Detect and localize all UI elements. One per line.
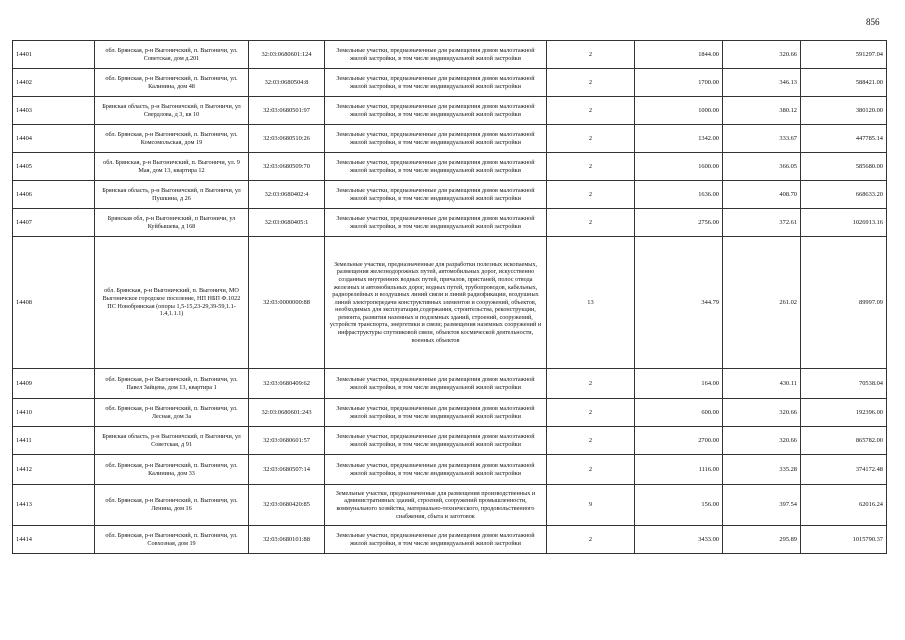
- row-address: обл. Брянская, р-н Выгоничский, п. Выгоничи, ул. 9 Мая, дом 13, квартира 12: [95, 153, 249, 181]
- row-land-use: Земельные участки, предназначенные для разработки полезных ископаемых, размещения железнодорожных путей, автомобильных дорог, искусственно созданных внутренних водных путей, причалов, пристаней, полос отвода железных и автомобильных дорог, водных путей, трубопроводов, кабельных, радиорелейных и воздушных линий связи и линий радиофикации, воздушных линий электропередачи конструктивных элементов и сооружений, объектов, необходимых для эксплуатации,содержания, строительства, реконструкции, ремонта, развития наземных и подземных зданий, строений, сооружений, устройств транспорта, энергетики и связи; размещения наземных сооружений и инфраструктуры спутниковой связи, объектов космической деятельности, военных объектов: [325, 237, 547, 369]
- row-area: 156.00: [635, 485, 723, 526]
- row-specific-value: 261.02: [723, 237, 801, 369]
- row-category: 2: [547, 427, 635, 455]
- row-number: 14413: [13, 485, 95, 526]
- row-land-use: Земельные участки, предназначенные для размещения домов малоэтажной жилой застройки, в том числе индивидуальной жилой застройки: [325, 41, 547, 69]
- row-address: обл. Брянская, р-н Выгоничский, п. Выгоничи, ул. Совхозная, дом 19: [95, 526, 249, 554]
- row-category: 9: [547, 485, 635, 526]
- row-cadastral-value: 865782.00: [801, 427, 887, 455]
- row-area: 1342.00: [635, 125, 723, 153]
- row-address: обл. Брянская, р-н Выгоничский, п. Выгоничи, ул. Павел Зайцева, дом 13, квартира 1: [95, 369, 249, 399]
- row-address: обл. Брянская, р-н Выгоничский, п. Выгоничи, МО Выгоничское городское поселение, НП НБП Ф.1022 ПС Новобрянская (опоры 1,5-15,23-29,39-59,1.1-1.4,1.1.1): [95, 237, 249, 369]
- row-cadastral-value: 1015790.37: [801, 526, 887, 554]
- row-category: 2: [547, 526, 635, 554]
- row-specific-value: 295.89: [723, 526, 801, 554]
- row-cadastral-number: 32:03:0680509:70: [249, 153, 325, 181]
- row-cadastral-value: 62016.24: [801, 485, 887, 526]
- row-cadastral-value: 70538.04: [801, 369, 887, 399]
- row-specific-value: 408.70: [723, 181, 801, 209]
- row-category: 2: [547, 455, 635, 485]
- row-cadastral-number: 32:03:0000000:88: [249, 237, 325, 369]
- table-row: [13, 455, 887, 485]
- row-address: Брянская область, р-н Выгоничский, п Выгоничи, ул Свердлова, д 3, кв 10: [95, 97, 249, 125]
- table-row: [13, 399, 887, 427]
- row-cadastral-number: 32:03:0680409:62: [249, 369, 325, 399]
- row-number: 14405: [13, 153, 95, 181]
- row-number: 14408: [13, 237, 95, 369]
- row-specific-value: 372.61: [723, 209, 801, 237]
- row-cadastral-number: 32:03:0680504:8: [249, 69, 325, 97]
- row-cadastral-number: 32:03:0680405:1: [249, 209, 325, 237]
- row-area: 2756.00: [635, 209, 723, 237]
- row-specific-value: 346.13: [723, 69, 801, 97]
- table-row: [13, 526, 887, 554]
- row-land-use: Земельные участки, предназначенные для размещения домов малоэтажной жилой застройки, в том числе индивидуальной жилой застройки: [325, 399, 547, 427]
- row-address: Брянская область, р-н Выгоничский, п Выгоничи, ул Советская, д 91: [95, 427, 249, 455]
- row-cadastral-value: 668633.20: [801, 181, 887, 209]
- row-address: обл. Брянская, р-н Выгоничский, п. Выгоничи, ул. Советская, дом д.201: [95, 41, 249, 69]
- row-land-use: Земельные участки, предназначенные для размещения домов малоэтажной жилой застройки, в том числе индивидуальной жилой застройки: [325, 97, 547, 125]
- row-number: 14401: [13, 41, 95, 69]
- row-address: Брянская область, р-н Выгоничский, п Выгоничи, ул Пушкина, д 26: [95, 181, 249, 209]
- row-number: 14409: [13, 369, 95, 399]
- row-land-use: Земельные участки, предназначенные для размещения домов малоэтажной жилой застройки, в том числе индивидуальной жилой застройки: [325, 209, 547, 237]
- row-cadastral-value: 588421.00: [801, 69, 887, 97]
- row-address: Брянская обл, р-н Выгоничский, п Выгоничи, ул Куйбышева, д 168: [95, 209, 249, 237]
- row-area: 1844.00: [635, 41, 723, 69]
- row-specific-value: 320.66: [723, 41, 801, 69]
- row-specific-value: 320.66: [723, 399, 801, 427]
- row-land-use: Земельные участки, предназначенные для размещения домов малоэтажной жилой застройки, в том числе индивидуальной жилой застройки: [325, 427, 547, 455]
- row-cadastral-number: 32:03:0680507:14: [249, 455, 325, 485]
- table-row: [13, 69, 887, 97]
- row-cadastral-value: 374172.48: [801, 455, 887, 485]
- row-cadastral-number: 32:03:0680601:243: [249, 399, 325, 427]
- row-category: 2: [547, 125, 635, 153]
- table-row: [13, 427, 887, 455]
- table-row: [13, 369, 887, 399]
- row-land-use: Земельные участки, предназначенные для размещения домов малоэтажной жилой застройки, в том числе индивидуальной жилой застройки: [325, 455, 547, 485]
- table-row: [13, 125, 887, 153]
- row-number: 14403: [13, 97, 95, 125]
- row-land-use: Земельные участки, предназначенные для размещения производственных и административных зданий, строений, сооружений промышленности, коммунального хозяйства, материально-технического, продовольственного снабжения, сбыта и заготовок: [325, 485, 547, 526]
- row-cadastral-value: 89997.09: [801, 237, 887, 369]
- row-address: обл. Брянская, р-н Выгоничский, п. Выгоничи, ул. Комсомольская, дом 19: [95, 125, 249, 153]
- row-cadastral-number: 32:03:0680420:85: [249, 485, 325, 526]
- row-number: 14414: [13, 526, 95, 554]
- row-address: обл. Брянская, р-н Выгоничский, п. Выгоничи, ул. Калинина, дом 33: [95, 455, 249, 485]
- row-category: 2: [547, 209, 635, 237]
- row-address: обл. Брянская, р-н Выгоничский, п. Выгоничи, ул. Калинина, дом 48: [95, 69, 249, 97]
- table-row: [13, 237, 887, 369]
- page-number: 856: [866, 17, 880, 27]
- row-area: 2700.00: [635, 427, 723, 455]
- row-number: 14404: [13, 125, 95, 153]
- row-cadastral-value: 447785.14: [801, 125, 887, 153]
- row-cadastral-number: 32:03:0680601:124: [249, 41, 325, 69]
- row-specific-value: 366.05: [723, 153, 801, 181]
- row-area: 3433.00: [635, 526, 723, 554]
- row-area: 600.00: [635, 399, 723, 427]
- row-land-use: Земельные участки, предназначенные для размещения домов малоэтажной жилой застройки, в том числе индивидуальной жилой застройки: [325, 153, 547, 181]
- row-specific-value: 380.12: [723, 97, 801, 125]
- table-row: [13, 181, 887, 209]
- row-area: 1600.00: [635, 153, 723, 181]
- table-row: [13, 41, 887, 69]
- row-cadastral-value: 1026913.16: [801, 209, 887, 237]
- row-cadastral-number: 32:03:0680101:88: [249, 526, 325, 554]
- row-number: 14411: [13, 427, 95, 455]
- row-area: 164.00: [635, 369, 723, 399]
- row-cadastral-number: 32:03:0680510:26: [249, 125, 325, 153]
- row-number: 14402: [13, 69, 95, 97]
- row-address: обл. Брянская, р-н Выгоничский, п. Выгоничи, ул. Лесная, дом 3а: [95, 399, 249, 427]
- row-category: 2: [547, 69, 635, 97]
- row-area: 1116.00: [635, 455, 723, 485]
- row-cadastral-number: 32:03:0680501:97: [249, 97, 325, 125]
- row-specific-value: 397.54: [723, 485, 801, 526]
- row-category: 2: [547, 41, 635, 69]
- row-land-use: Земельные участки, предназначенные для размещения домов малоэтажной жилой застройки, в том числе индивидуальной жилой застройки: [325, 69, 547, 97]
- row-address: обл. Брянская, р-н Выгоничский, п. Выгоничи, ул. Ленина, дом 16: [95, 485, 249, 526]
- row-category: 2: [547, 181, 635, 209]
- row-cadastral-number: 32:03:0680601:57: [249, 427, 325, 455]
- row-category: 2: [547, 153, 635, 181]
- row-cadastral-value: 380120.00: [801, 97, 887, 125]
- row-specific-value: 430.11: [723, 369, 801, 399]
- row-specific-value: 335.28: [723, 455, 801, 485]
- row-cadastral-value: 591297.04: [801, 41, 887, 69]
- table-row: [13, 153, 887, 181]
- row-cadastral-value: 192396.00: [801, 399, 887, 427]
- row-cadastral-value: 585680.00: [801, 153, 887, 181]
- row-number: 14406: [13, 181, 95, 209]
- row-category: 13: [547, 237, 635, 369]
- row-area: 1700.00: [635, 69, 723, 97]
- row-land-use: Земельные участки, предназначенные для размещения домов малоэтажной жилой застройки, в том числе индивидуальной жилой застройки: [325, 125, 547, 153]
- row-area: 1000.00: [635, 97, 723, 125]
- row-category: 2: [547, 369, 635, 399]
- cadastral-value-table: [12, 40, 887, 554]
- row-number: 14407: [13, 209, 95, 237]
- table-row: [13, 485, 887, 526]
- row-number: 14410: [13, 399, 95, 427]
- row-area: 1636.00: [635, 181, 723, 209]
- table-row: [13, 97, 887, 125]
- row-land-use: Земельные участки, предназначенные для размещения домов малоэтажной жилой застройки, в том числе индивидуальной жилой застройки: [325, 526, 547, 554]
- row-category: 2: [547, 97, 635, 125]
- row-area: 344.79: [635, 237, 723, 369]
- row-land-use: Земельные участки, предназначенные для размещения домов малоэтажной жилой застройки, в том числе индивидуальной жилой застройки: [325, 181, 547, 209]
- row-cadastral-number: 32:03:0680402:4: [249, 181, 325, 209]
- row-category: 2: [547, 399, 635, 427]
- row-number: 14412: [13, 455, 95, 485]
- row-specific-value: 320.66: [723, 427, 801, 455]
- table-row: [13, 209, 887, 237]
- row-specific-value: 333.67: [723, 125, 801, 153]
- row-land-use: Земельные участки, предназначенные для размещения домов малоэтажной жилой застройки, в том числе индивидуальной жилой застройки: [325, 369, 547, 399]
